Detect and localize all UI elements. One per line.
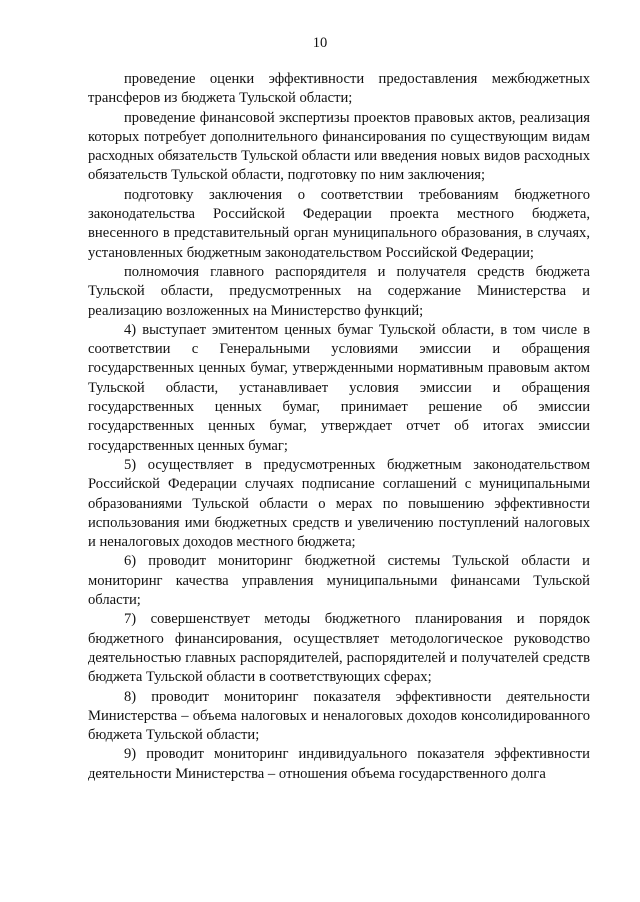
paragraph-item-5-municipal-agreements: 5) осуществляет в предусмотренных бюджетным законодательством Российской Федерации случаях подписание соглашений с муниципальными образованиями Тульской области о мерах по повышению эффективности использования ими бюджетных средств и увеличению поступлений налоговых и неналоговых доходов местного бюджета; [88, 456, 590, 551]
page-number: 10 [312, 35, 328, 51]
paragraph-financial-expertise: проведение финансовой экспертизы проектов правовых актов, реализация которых потребует дополнительного финансирования по существующим видам расходных обязательств Тульской области или введения новых видов расходных обязательств Тульской области, подготовку по ним заключения; [88, 109, 590, 184]
paragraph-item-7-budget-planning: 7) совершенствует методы бюджетного планирования и порядок бюджетного финансирования, осуществляет методологическое руководство деятельностью главных распорядителей, распорядителей и получателей средств бюджета Тульской области в соответствующих сферах; [88, 611, 590, 686]
paragraph-item-8-revenue-indicator: 8) проводит мониторинг показателя эффективности деятельности Министерства – объема налоговых и неналоговых доходов консолидированного бюджета Тульской области; [88, 688, 590, 744]
paragraph-local-budget-conclusion: подготовку заключения о соответствии требованиям бюджетного законодательства Российской Федерации проекта местного бюджета, внесенного в представительный орган муниципального образования, в случаях, установленных бюджетным законодательством Российской Федерации; [88, 186, 590, 261]
paragraph-item-4-securities-issuer: 4) выступает эмитентом ценных бумаг Тульской области, в том числе в соответствии с Генеральными условиями эмиссии и обращения государственных ценных бумаг, утвержденными нормативным правовым актом Тульской области, устанавливает условия эмиссии и обращения государственных ценных бумаг, принимает решение об эмиссии государственных ценных бумаг, утверждает отчет об итогах эмиссии государственных ценных бумаг; [88, 321, 590, 454]
paragraph-chief-administrator-powers: полномочия главного распорядителя и получателя средств бюджета Тульской области, предусмотренных на содержание Министерства и реализацию возложенных на Министерство функций; [88, 263, 590, 319]
paragraph-item-9-debt-indicator: 9) проводит мониторинг индивидуального показателя эффективности деятельности Министерства – отношения объема государственного долга [88, 746, 590, 782]
document-body [88, 70, 590, 784]
paragraph-item-6-monitoring: 6) проводит мониторинг бюджетной системы Тульской области и мониторинг качества управления муниципальными финансами Тульской области; [88, 553, 590, 609]
paragraph-transfer-efficiency: проведение оценки эффективности предоставления межбюджетных трансферов из бюджета Тульской области; [88, 71, 590, 107]
